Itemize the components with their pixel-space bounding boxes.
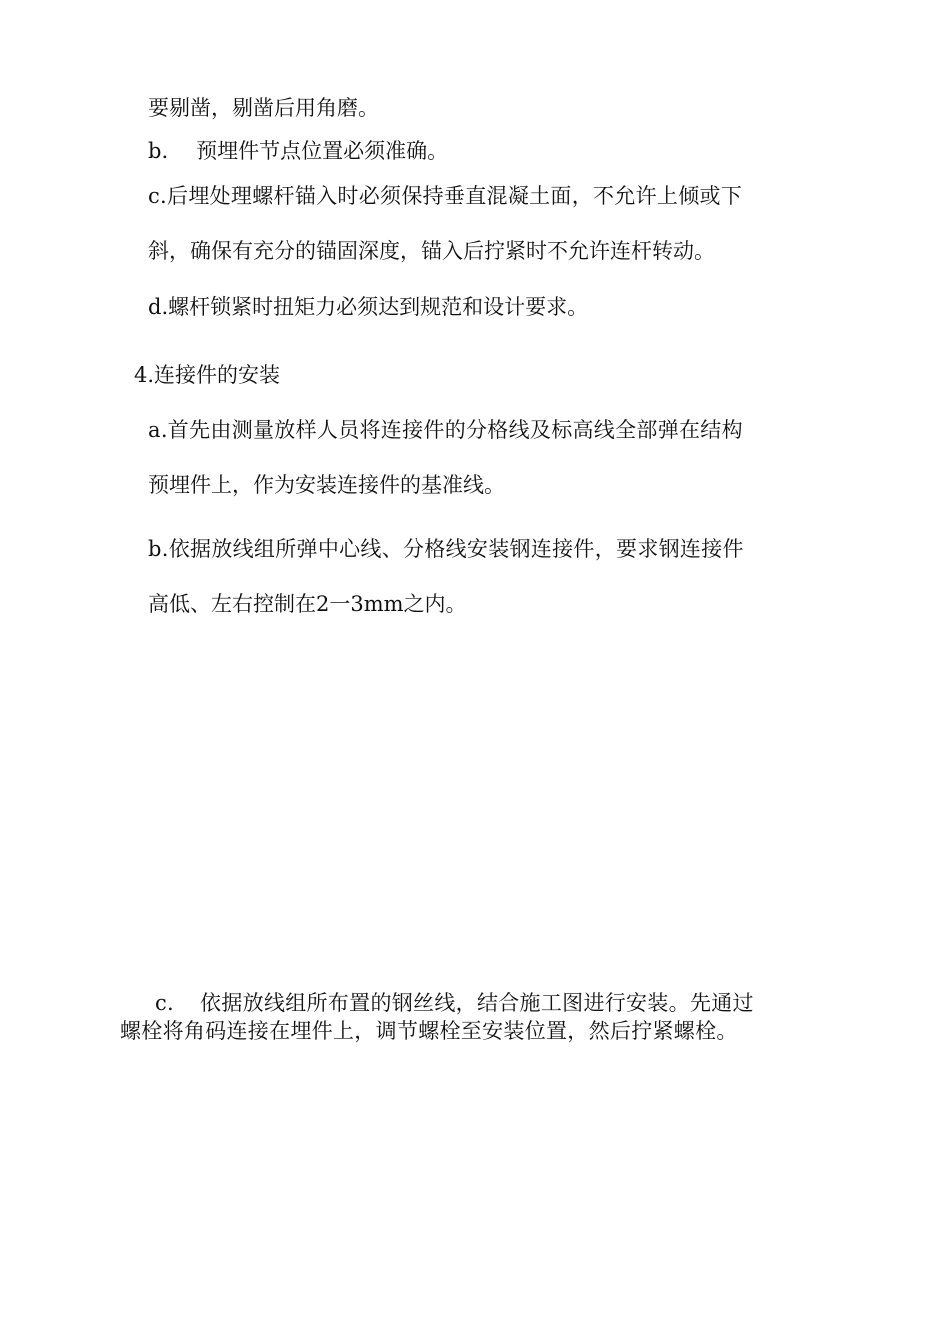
list-item-text: 依据放线组所布置的钢丝线，结合施工图进行安装。先通过 — [200, 991, 754, 1015]
paragraph-line: d.螺杆锁紧时扭矩力必须达到规范和设计要求。 — [148, 295, 589, 319]
paragraph-line: b.依据放线组所弹中心线、分格线安装钢连接件，要求钢连接件 — [148, 537, 744, 561]
list-marker: c. — [155, 991, 175, 1015]
list-marker: b. — [148, 139, 169, 163]
list-item-c — [155, 990, 754, 1016]
paragraph-line: a.首先由测量放样人员将连接件的分格线及标高线全部弹在结构 — [148, 418, 743, 442]
paragraph-line: 斜，确保有充分的锚固深度，锚入后拧紧时不允许连杆转动。 — [148, 239, 715, 263]
paragraph-line: 螺栓将角码连接在埋件上，调节螺栓至安装位置，然后拧紧螺栓。 — [120, 1019, 738, 1043]
paragraph-line: 预埋件上，作为安装连接件的基准线。 — [148, 473, 505, 497]
list-item-b — [148, 138, 448, 164]
section-heading: 4.连接件的安装 — [134, 363, 281, 387]
paragraph-line: c.后埋处理螺杆锚入时必须保持垂直混凝土面，不允许上倾或下 — [148, 184, 743, 208]
paragraph-line: 要剔凿，剔凿后用角磨。 — [148, 96, 379, 120]
paragraph-line: 高低、左右控制在2一3mm之内。 — [148, 592, 467, 616]
list-item-text: 预埋件节点位置必须准确。 — [196, 139, 449, 163]
